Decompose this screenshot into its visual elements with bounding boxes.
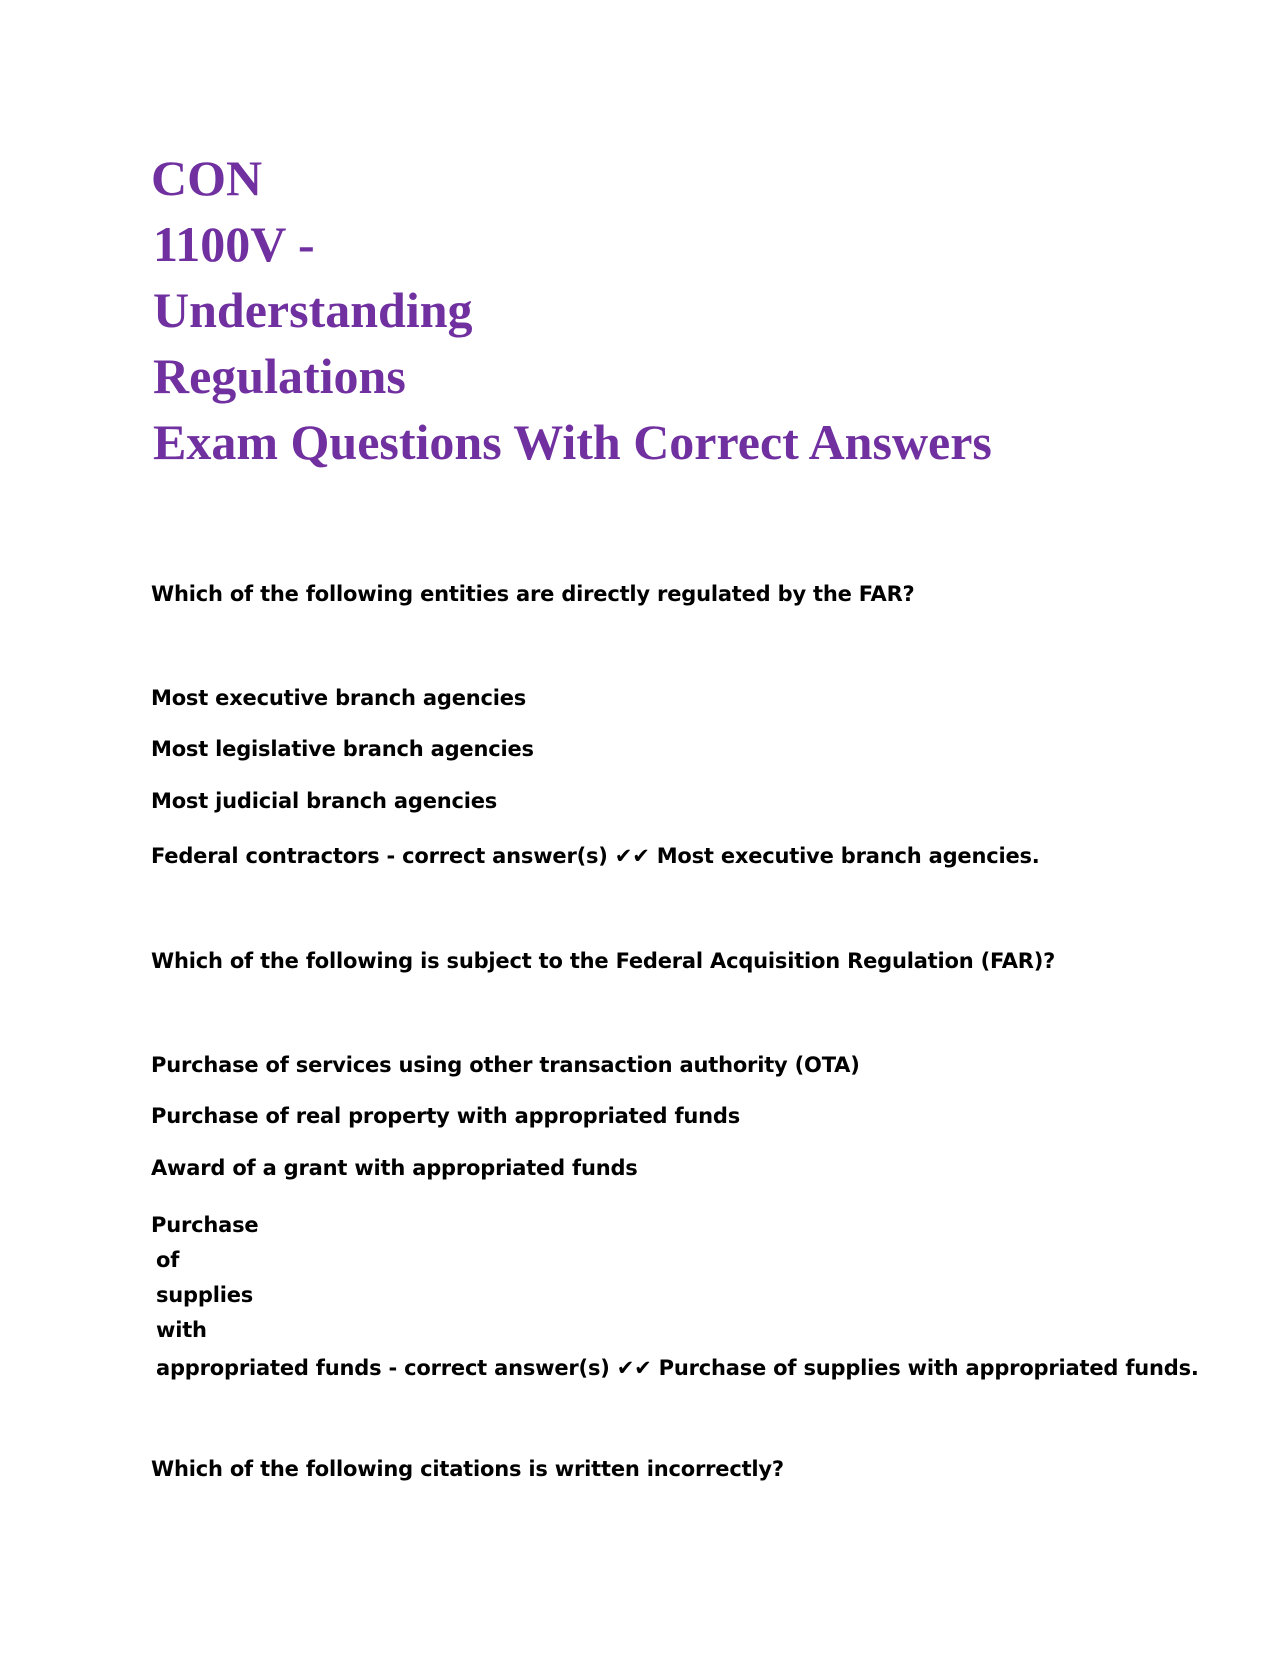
question-1-option-1: Most executive branch agencies [151, 686, 527, 710]
title-line: CON [151, 150, 263, 206]
title-line: 1100V - [153, 216, 315, 272]
question-1-option-3: Most judicial branch agencies [151, 789, 498, 813]
question-2-option-1: Purchase of services using other transaction authority (OTA) [151, 1053, 860, 1077]
question-1-option-2: Most legislative branch agencies [151, 737, 534, 761]
answer-line: appropriated funds - correct answer(s) ✔✔ Purchase of supplies with appropriated funds. [156, 1356, 1199, 1380]
document-title [151, 145, 992, 475]
answer-line: supplies [156, 1283, 254, 1307]
answer-line: with [156, 1318, 207, 1342]
question-1-option-4-answer: Federal contractors - correct answer(s) ✔✔ Most executive branch agencies. [151, 844, 1040, 868]
question-2-text: Which of the following is subject to the Federal Acquisition Regulation (FAR)? [151, 949, 1056, 973]
title-line: Understanding [153, 282, 473, 338]
answer-line: Purchase [151, 1213, 259, 1237]
question-2-option-4-answer [151, 1208, 1199, 1386]
question-2-option-2: Purchase of real property with appropriated funds [151, 1104, 741, 1128]
question-3-text: Which of the following citations is written incorrectly? [151, 1457, 784, 1481]
question-2-option-3: Award of a grant with appropriated funds [151, 1156, 638, 1180]
title-line: Regulations [153, 348, 406, 404]
answer-line: of [156, 1248, 180, 1272]
title-line: Exam Questions With Correct Answers [153, 414, 992, 470]
question-1-text: Which of the following entities are directly regulated by the FAR? [151, 582, 915, 606]
